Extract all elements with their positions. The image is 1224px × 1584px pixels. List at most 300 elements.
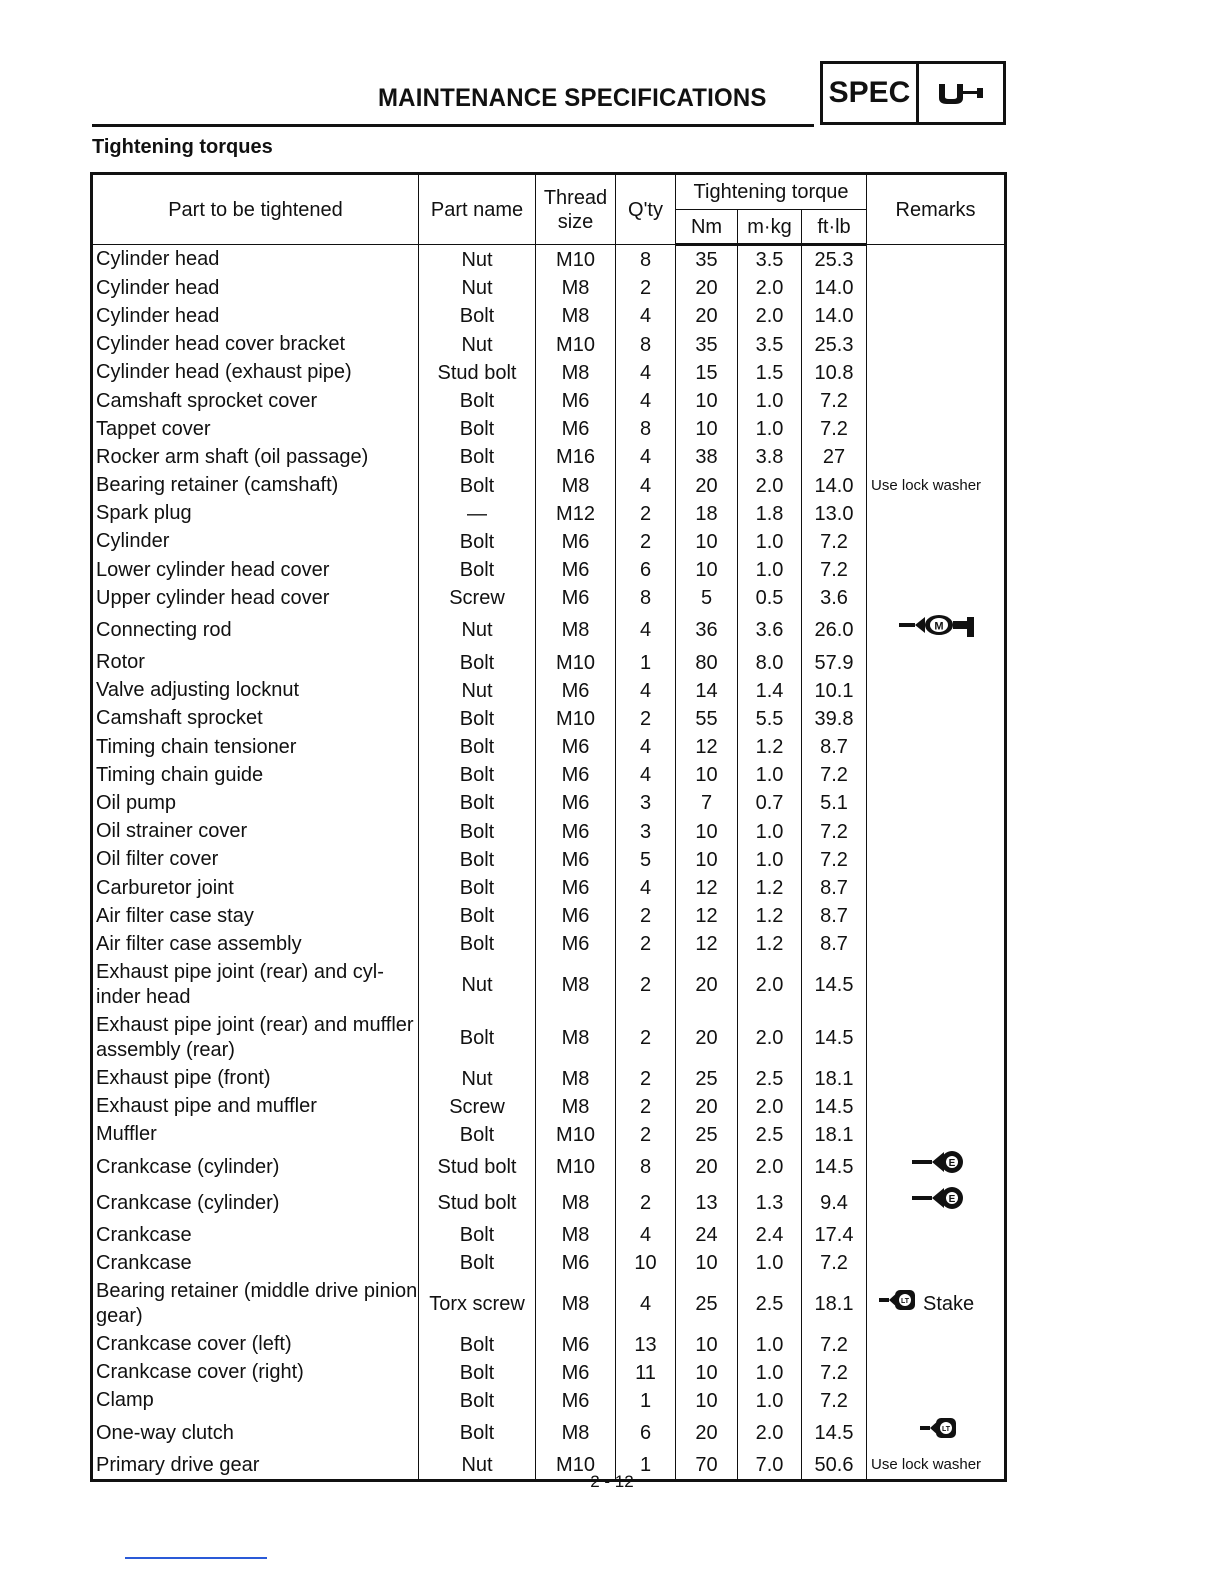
- ftlb-cell: 14.5: [802, 1149, 867, 1185]
- nm-cell: 24: [676, 1221, 738, 1249]
- ftlb-cell: 50.6: [802, 1451, 867, 1481]
- remarks-cell: [867, 1249, 1006, 1277]
- qty-cell: 13: [616, 1330, 676, 1358]
- remarks-cell: [867, 443, 1006, 471]
- part-name-cell: Screw: [419, 1093, 536, 1121]
- part-cell: Crankcase (cylinder): [92, 1149, 419, 1185]
- thread-size-cell: M8: [536, 1415, 616, 1451]
- thread-size-cell: M8: [536, 302, 616, 330]
- part-cell: Primary drive gear: [92, 1451, 419, 1481]
- remarks-cell: [867, 846, 1006, 874]
- part-name-cell: Bolt: [419, 818, 536, 846]
- qty-cell: 2: [616, 500, 676, 528]
- thread-size-cell: M8: [536, 1093, 616, 1121]
- part-name-cell: Bolt: [419, 387, 536, 415]
- header-tightening-torque: Tightening torque: [676, 174, 867, 210]
- nm-cell: 12: [676, 874, 738, 902]
- mkg-cell: 2.0: [738, 1415, 802, 1451]
- nm-cell: 55: [676, 705, 738, 733]
- part-name-cell: Stud bolt: [419, 1185, 536, 1221]
- thread-size-cell: M6: [536, 874, 616, 902]
- spec-badge: [820, 61, 1006, 125]
- thread-size-cell: M8: [536, 1065, 616, 1093]
- qty-cell: 6: [616, 1415, 676, 1451]
- qty-cell: 1: [616, 1387, 676, 1415]
- part-name-cell: —: [419, 500, 536, 528]
- section-title: Tightening torques: [92, 136, 273, 158]
- mkg-cell: 3.5: [738, 331, 802, 359]
- mkg-cell: 7.0: [738, 1451, 802, 1481]
- part-name-cell: Bolt: [419, 733, 536, 761]
- mkg-cell: 1.0: [738, 1359, 802, 1387]
- qty-cell: 6: [616, 556, 676, 584]
- remarks-cell: [867, 930, 1006, 958]
- nm-cell: 7: [676, 789, 738, 817]
- mkg-cell: 1.0: [738, 818, 802, 846]
- nm-cell: 10: [676, 387, 738, 415]
- remarks-cell: [867, 1330, 1006, 1358]
- nm-cell: 70: [676, 1451, 738, 1481]
- part-cell: Cylinder head: [92, 274, 419, 302]
- mkg-cell: 3.8: [738, 443, 802, 471]
- remarks-cell: [867, 331, 1006, 359]
- qty-cell: 1: [616, 1451, 676, 1481]
- thread-size-cell: M8: [536, 612, 616, 648]
- part-name-cell: Bolt: [419, 902, 536, 930]
- ftlb-cell: 7.2: [802, 846, 867, 874]
- nm-cell: 20: [676, 472, 738, 500]
- qty-cell: 4: [616, 1221, 676, 1249]
- ftlb-cell: 7.2: [802, 528, 867, 556]
- part-cell: Crankcase: [92, 1221, 419, 1249]
- wrench-icon: [919, 64, 1003, 122]
- remarks-cell: [867, 528, 1006, 556]
- qty-cell: 4: [616, 472, 676, 500]
- nm-cell: 20: [676, 274, 738, 302]
- part-cell: Oil strainer cover: [92, 818, 419, 846]
- remarks-cell: [867, 1012, 1006, 1065]
- mkg-cell: 1.0: [738, 846, 802, 874]
- ftlb-cell: 7.2: [802, 415, 867, 443]
- remarks-cell: [867, 274, 1006, 302]
- nm-cell: 13: [676, 1185, 738, 1221]
- mkg-cell: 2.0: [738, 1093, 802, 1121]
- part-name-cell: Bolt: [419, 648, 536, 676]
- part-cell: Upper cylinder head cover: [92, 584, 419, 612]
- remarks-content: [871, 1149, 1004, 1185]
- table-row: [92, 705, 1006, 733]
- ftlb-cell: 8.7: [802, 902, 867, 930]
- qty-cell: 4: [616, 387, 676, 415]
- qty-cell: 8: [616, 415, 676, 443]
- table-row: [92, 874, 1006, 902]
- thread-size-cell: M8: [536, 274, 616, 302]
- table-row: [92, 959, 1006, 1012]
- remarks-cell: [867, 818, 1006, 846]
- table-row: [92, 1330, 1006, 1358]
- mkg-cell: 1.2: [738, 733, 802, 761]
- remarks-content: [871, 612, 1004, 648]
- mkg-cell: 1.0: [738, 387, 802, 415]
- thread-size-cell: M6: [536, 930, 616, 958]
- part-name-cell: Bolt: [419, 1330, 536, 1358]
- mkg-cell: 2.4: [738, 1221, 802, 1249]
- mkg-cell: 2.0: [738, 1012, 802, 1065]
- nm-cell: 10: [676, 1359, 738, 1387]
- qty-cell: 5: [616, 846, 676, 874]
- part-cell: Connecting rod: [92, 612, 419, 648]
- ftlb-cell: 8.7: [802, 930, 867, 958]
- mkg-cell: 1.4: [738, 677, 802, 705]
- remarks-cell: Use lock washer: [867, 1451, 1006, 1481]
- mkg-cell: 3.6: [738, 612, 802, 648]
- qty-cell: 2: [616, 1185, 676, 1221]
- mkg-cell: 1.0: [738, 1387, 802, 1415]
- thread-size-cell: M10: [536, 1121, 616, 1149]
- ftlb-cell: 39.8: [802, 705, 867, 733]
- part-name-cell: Bolt: [419, 528, 536, 556]
- part-name-cell: Stud bolt: [419, 1149, 536, 1185]
- part-name-cell: Bolt: [419, 761, 536, 789]
- mkg-cell: 2.5: [738, 1065, 802, 1093]
- part-name-cell: Bolt: [419, 1221, 536, 1249]
- nm-cell: 35: [676, 331, 738, 359]
- ftlb-cell: 14.0: [802, 274, 867, 302]
- mkg-cell: 1.0: [738, 556, 802, 584]
- part-cell: Oil filter cover: [92, 846, 419, 874]
- table-row: [92, 274, 1006, 302]
- part-cell: Clamp: [92, 1387, 419, 1415]
- table-row: [92, 245, 1006, 275]
- part-name-cell: Bolt: [419, 705, 536, 733]
- header-nm: Nm: [676, 210, 738, 245]
- locktite-icon: [877, 1287, 917, 1321]
- remarks-cell: [867, 1149, 1006, 1185]
- table-row: [92, 818, 1006, 846]
- torque-table-body: [92, 245, 1006, 1481]
- thread-size-cell: M6: [536, 584, 616, 612]
- nm-cell: 20: [676, 1093, 738, 1121]
- nm-cell: 10: [676, 846, 738, 874]
- qty-cell: 8: [616, 245, 676, 275]
- nm-cell: 10: [676, 1330, 738, 1358]
- header-ftlb: ft·lb: [802, 210, 867, 245]
- part-cell: Rotor: [92, 648, 419, 676]
- remarks-text: Stake: [923, 1292, 975, 1315]
- mkg-cell: 1.2: [738, 874, 802, 902]
- mkg-cell: 0.7: [738, 789, 802, 817]
- ftlb-cell: 7.2: [802, 1359, 867, 1387]
- part-name-cell: Bolt: [419, 1249, 536, 1277]
- part-name-cell: Bolt: [419, 1012, 536, 1065]
- part-name-cell: Bolt: [419, 556, 536, 584]
- ftlb-cell: 7.2: [802, 761, 867, 789]
- table-row: [92, 930, 1006, 958]
- table-row: [92, 1149, 1006, 1185]
- remarks-cell: [867, 733, 1006, 761]
- remarks-cell: [867, 648, 1006, 676]
- part-name-cell: Nut: [419, 245, 536, 275]
- ftlb-cell: 13.0: [802, 500, 867, 528]
- engine-oil-icon: [910, 1149, 966, 1185]
- ftlb-cell: 17.4: [802, 1221, 867, 1249]
- header-remarks: Remarks: [867, 174, 1006, 245]
- engine-oil-icon: [910, 1185, 966, 1221]
- qty-cell: 2: [616, 705, 676, 733]
- nm-cell: 18: [676, 500, 738, 528]
- nm-cell: 10: [676, 1249, 738, 1277]
- remarks-cell: [867, 789, 1006, 817]
- part-name-cell: Stud bolt: [419, 359, 536, 387]
- remarks-cell: [867, 359, 1006, 387]
- table-row: [92, 359, 1006, 387]
- qty-cell: 4: [616, 677, 676, 705]
- remarks-cell: [867, 902, 1006, 930]
- part-name-cell: Bolt: [419, 443, 536, 471]
- qty-cell: 2: [616, 1012, 676, 1065]
- nm-cell: 10: [676, 761, 738, 789]
- torque-table: [90, 172, 1007, 1482]
- ftlb-cell: 27: [802, 443, 867, 471]
- part-name-cell: Bolt: [419, 846, 536, 874]
- remarks-cell: [867, 556, 1006, 584]
- part-cell: Rocker arm shaft (oil passage): [92, 443, 419, 471]
- nm-cell: 10: [676, 528, 738, 556]
- part-name-cell: Nut: [419, 677, 536, 705]
- table-row: [92, 415, 1006, 443]
- part-cell: Exhaust pipe and muffler: [92, 1093, 419, 1121]
- nm-cell: 25: [676, 1277, 738, 1330]
- thread-size-cell: M6: [536, 789, 616, 817]
- qty-cell: 2: [616, 1121, 676, 1149]
- thread-size-cell: M8: [536, 1185, 616, 1221]
- mkg-cell: 2.0: [738, 1149, 802, 1185]
- part-cell: Cylinder head: [92, 245, 419, 275]
- part-name-cell: Bolt: [419, 1415, 536, 1451]
- part-cell: Spark plug: [92, 500, 419, 528]
- table-row: [92, 1121, 1006, 1149]
- ftlb-cell: 26.0: [802, 612, 867, 648]
- ftlb-cell: 14.5: [802, 1012, 867, 1065]
- remarks-cell: [867, 1221, 1006, 1249]
- part-cell: Tappet cover: [92, 415, 419, 443]
- part-cell: Air filter case assembly: [92, 930, 419, 958]
- thread-size-cell: M6: [536, 1359, 616, 1387]
- qty-cell: 2: [616, 1093, 676, 1121]
- mkg-cell: 1.2: [738, 902, 802, 930]
- thread-size-cell: M16: [536, 443, 616, 471]
- qty-cell: 2: [616, 1065, 676, 1093]
- nm-cell: 20: [676, 302, 738, 330]
- qty-cell: 4: [616, 359, 676, 387]
- mkg-cell: 1.0: [738, 1330, 802, 1358]
- ftlb-cell: 7.2: [802, 556, 867, 584]
- icon-letter: E: [948, 1194, 955, 1206]
- part-cell: Cylinder head cover bracket: [92, 331, 419, 359]
- mkg-cell: 1.0: [738, 415, 802, 443]
- ftlb-cell: 7.2: [802, 1330, 867, 1358]
- mkg-cell: 2.0: [738, 959, 802, 1012]
- remarks-cell: [867, 1277, 1006, 1330]
- qty-cell: 8: [616, 584, 676, 612]
- header-qty: Q'ty: [616, 174, 676, 245]
- header-mkg: m·kg: [738, 210, 802, 245]
- part-cell: Crankcase: [92, 1249, 419, 1277]
- footer-line: [125, 1557, 267, 1559]
- thread-size-cell: M8: [536, 1277, 616, 1330]
- part-cell: Oil pump: [92, 789, 419, 817]
- thread-size-cell: M8: [536, 1221, 616, 1249]
- ftlb-cell: 10.1: [802, 677, 867, 705]
- table-row: [92, 1065, 1006, 1093]
- part-cell: Cylinder head (exhaust pipe): [92, 359, 419, 387]
- nm-cell: 38: [676, 443, 738, 471]
- molybdenum-oil-icon: [897, 612, 979, 648]
- thread-size-cell: M6: [536, 733, 616, 761]
- part-name-cell: Nut: [419, 1451, 536, 1481]
- header-part: Part to be tightened: [92, 174, 419, 245]
- thread-size-cell: M8: [536, 359, 616, 387]
- part-cell: Camshaft sprocket: [92, 705, 419, 733]
- table-row: [92, 556, 1006, 584]
- thread-size-cell: M6: [536, 415, 616, 443]
- header-thread-size-text: Thread size: [543, 186, 608, 233]
- nm-cell: 10: [676, 1387, 738, 1415]
- remarks-cell: [867, 584, 1006, 612]
- part-name-cell: Bolt: [419, 874, 536, 902]
- qty-cell: 1: [616, 648, 676, 676]
- table-row: [92, 302, 1006, 330]
- qty-cell: 4: [616, 302, 676, 330]
- locktite-icon: [918, 1415, 958, 1451]
- thread-size-cell: M10: [536, 1149, 616, 1185]
- remarks-cell: [867, 677, 1006, 705]
- table-row: [92, 733, 1006, 761]
- part-cell: Timing chain tensioner: [92, 733, 419, 761]
- table-row: [92, 1185, 1006, 1221]
- mkg-cell: 1.2: [738, 930, 802, 958]
- remarks-cell: [867, 1093, 1006, 1121]
- qty-cell: 4: [616, 733, 676, 761]
- remarks-cell: [867, 302, 1006, 330]
- qty-cell: 2: [616, 902, 676, 930]
- table-row: [92, 472, 1006, 500]
- thread-size-cell: M10: [536, 648, 616, 676]
- mkg-cell: 1.0: [738, 761, 802, 789]
- thread-size-cell: M6: [536, 1249, 616, 1277]
- part-cell: Cylinder: [92, 528, 419, 556]
- table-row: [92, 1387, 1006, 1415]
- remarks-content: [871, 1287, 1004, 1321]
- part-name-cell: Nut: [419, 274, 536, 302]
- table-row: [92, 1277, 1006, 1330]
- mkg-cell: 8.0: [738, 648, 802, 676]
- remarks-cell: Use lock washer: [867, 472, 1006, 500]
- ftlb-cell: 18.1: [802, 1121, 867, 1149]
- qty-cell: 4: [616, 874, 676, 902]
- mkg-cell: 2.5: [738, 1121, 802, 1149]
- thread-size-cell: M6: [536, 1387, 616, 1415]
- qty-cell: 2: [616, 274, 676, 302]
- part-name-cell: Bolt: [419, 415, 536, 443]
- thread-size-cell: M6: [536, 528, 616, 556]
- table-row: [92, 528, 1006, 556]
- qty-cell: 2: [616, 959, 676, 1012]
- mkg-cell: 2.0: [738, 302, 802, 330]
- mkg-cell: 3.5: [738, 245, 802, 275]
- remarks-cell: [867, 1387, 1006, 1415]
- table-row: [92, 846, 1006, 874]
- remarks-cell: [867, 1359, 1006, 1387]
- qty-cell: 2: [616, 930, 676, 958]
- table-row: [92, 443, 1006, 471]
- table-row: [92, 1415, 1006, 1451]
- ftlb-cell: 10.8: [802, 359, 867, 387]
- thread-size-cell: M8: [536, 472, 616, 500]
- nm-cell: 20: [676, 1415, 738, 1451]
- icon-letter: LT: [900, 1297, 910, 1305]
- nm-cell: 25: [676, 1121, 738, 1149]
- qty-cell: 3: [616, 789, 676, 817]
- table-row: [92, 1221, 1006, 1249]
- part-name-cell: Nut: [419, 612, 536, 648]
- part-name-cell: Bolt: [419, 1387, 536, 1415]
- header-thread-size: [536, 174, 616, 245]
- ftlb-cell: 9.4: [802, 1185, 867, 1221]
- ftlb-cell: 14.5: [802, 1093, 867, 1121]
- ftlb-cell: 14.5: [802, 1415, 867, 1451]
- nm-cell: 80: [676, 648, 738, 676]
- mkg-cell: 5.5: [738, 705, 802, 733]
- qty-cell: 2: [616, 528, 676, 556]
- part-name-cell: Bolt: [419, 930, 536, 958]
- thread-size-cell: M6: [536, 846, 616, 874]
- nm-cell: 5: [676, 584, 738, 612]
- thread-size-cell: M6: [536, 677, 616, 705]
- ftlb-cell: 7.2: [802, 1387, 867, 1415]
- part-cell: Lower cylinder head cover: [92, 556, 419, 584]
- ftlb-cell: 14.5: [802, 959, 867, 1012]
- table-row: [92, 1249, 1006, 1277]
- part-name-cell: Bolt: [419, 472, 536, 500]
- part-name-cell: Bolt: [419, 1121, 536, 1149]
- nm-cell: 35: [676, 245, 738, 275]
- remarks-cell: [867, 1121, 1006, 1149]
- thread-size-cell: M6: [536, 556, 616, 584]
- part-name-cell: Bolt: [419, 302, 536, 330]
- icon-letter: LT: [941, 1426, 950, 1433]
- remarks-cell: [867, 1415, 1006, 1451]
- mkg-cell: 0.5: [738, 584, 802, 612]
- qty-cell: 10: [616, 1249, 676, 1277]
- ftlb-cell: 8.7: [802, 733, 867, 761]
- ftlb-cell: 3.6: [802, 584, 867, 612]
- nm-cell: 25: [676, 1065, 738, 1093]
- nm-cell: 15: [676, 359, 738, 387]
- table-row: [92, 1012, 1006, 1065]
- part-cell: Muffler: [92, 1121, 419, 1149]
- part-name-cell: Bolt: [419, 1359, 536, 1387]
- thread-size-cell: M6: [536, 1330, 616, 1358]
- part-cell: Bearing retainer (middle drive pinion gear): [92, 1277, 419, 1330]
- mkg-cell: 2.0: [738, 274, 802, 302]
- part-cell: Exhaust pipe joint (rear) and muffler assembly (rear): [92, 1012, 419, 1065]
- thread-size-cell: M12: [536, 500, 616, 528]
- ftlb-cell: 5.1: [802, 789, 867, 817]
- mkg-cell: 1.5: [738, 359, 802, 387]
- nm-cell: 36: [676, 612, 738, 648]
- nm-cell: 12: [676, 902, 738, 930]
